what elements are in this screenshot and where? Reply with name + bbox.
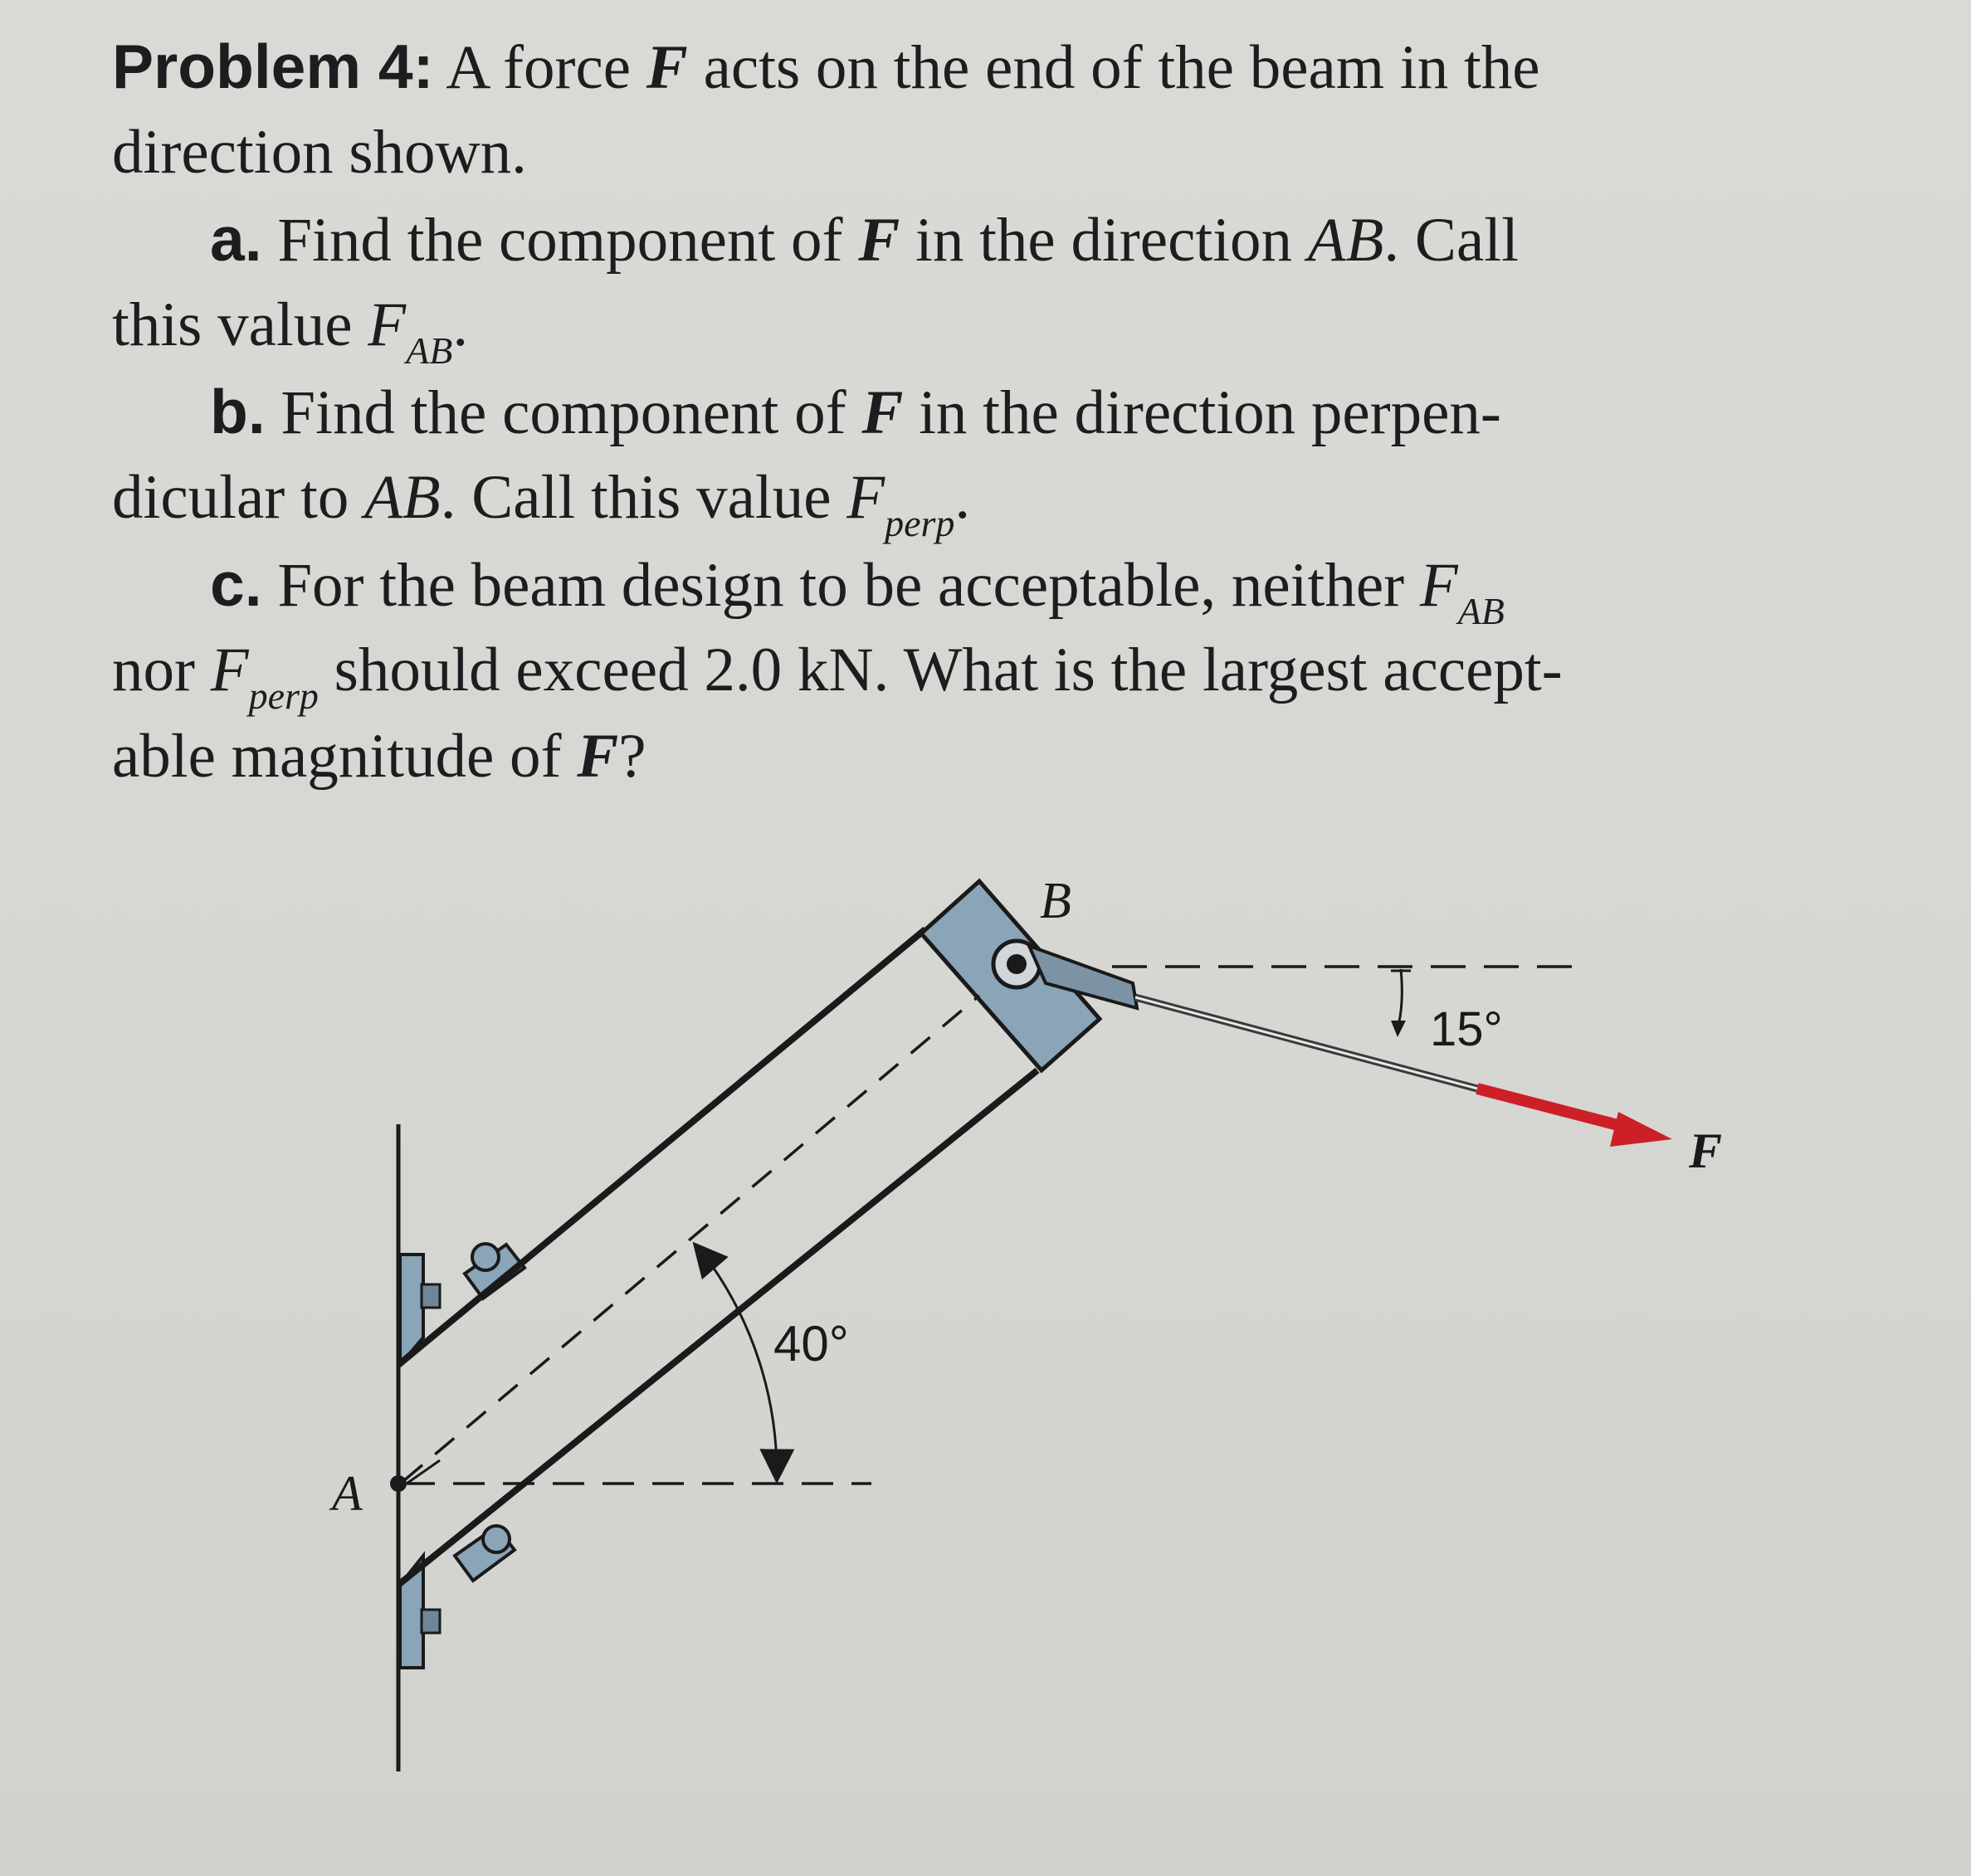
point-a-dot [390, 1475, 407, 1492]
part-c-line3-pre: able magnitude of [112, 722, 562, 791]
beam-lower-edge [398, 1070, 1037, 1585]
part-b-label: b. [210, 377, 266, 446]
part-a-force: F [858, 206, 900, 275]
lower-bracket [400, 1526, 515, 1668]
part-a-line2-post: . [452, 290, 469, 359]
beam-centerline [403, 996, 979, 1481]
part-c-fab-sub: AB [1457, 590, 1505, 632]
label-angle-15: 15° [1430, 1002, 1503, 1056]
part-b-pre: Find the component of [281, 378, 846, 447]
label-f: F [1689, 1123, 1723, 1178]
problem-title: Problem 4: [112, 32, 434, 101]
force-symbol: F [646, 33, 688, 102]
part-a-pre: Find the component of [277, 206, 843, 275]
part-b-line2-mid: . Call this value [440, 463, 832, 532]
part-a-label: a. [210, 204, 262, 274]
intro-pre: A force [446, 33, 632, 102]
label-a: A [332, 1466, 363, 1521]
part-b-line2-post: . [954, 463, 971, 532]
part-c-line3-post: ? [618, 722, 646, 791]
part-a-line2-pre: this value [112, 290, 353, 359]
part-c-fab-base: F [1419, 551, 1458, 620]
part-c-force: F [577, 722, 619, 791]
intro-line2: direction shown. [112, 118, 527, 187]
angle-arc-15 [1398, 969, 1402, 1029]
part-b-dir: AB [364, 463, 441, 532]
part-b-force: F [861, 378, 904, 447]
part-a-name-sub: AB [406, 329, 453, 372]
part-a-dir: AB [1307, 206, 1384, 275]
intro-post: acts on the end of the beam in the [703, 33, 1540, 102]
part-a-post: . Call [1383, 206, 1519, 275]
part-c-label: c. [210, 549, 262, 619]
label-b: B [1040, 873, 1071, 929]
label-angle-40: 40° [773, 1316, 849, 1372]
part-b-name-base: F [846, 463, 885, 532]
part-c-line2-post: should exceed 2.0 kN. What is the largest accept- [334, 636, 1563, 704]
force-arrow-head [1610, 1112, 1672, 1147]
part-c-pre: For the beam design to be acceptable, neither [277, 551, 1405, 620]
part-a-mid: in the direction [915, 206, 1293, 275]
part-c-line2-pre: nor [112, 636, 195, 704]
force-arrow-shaft [1477, 1089, 1631, 1128]
part-b-post: in the direction perpen- [919, 378, 1501, 447]
part-b-name-sub: perp [885, 502, 955, 544]
part-c-fperp-sub: perp [248, 675, 319, 717]
beam-upper-edge [398, 929, 925, 1365]
part-a-name-base: F [368, 290, 407, 359]
part-c-fperp-base: F [210, 636, 249, 704]
part-b-line2-pre: dicular to [112, 463, 349, 532]
